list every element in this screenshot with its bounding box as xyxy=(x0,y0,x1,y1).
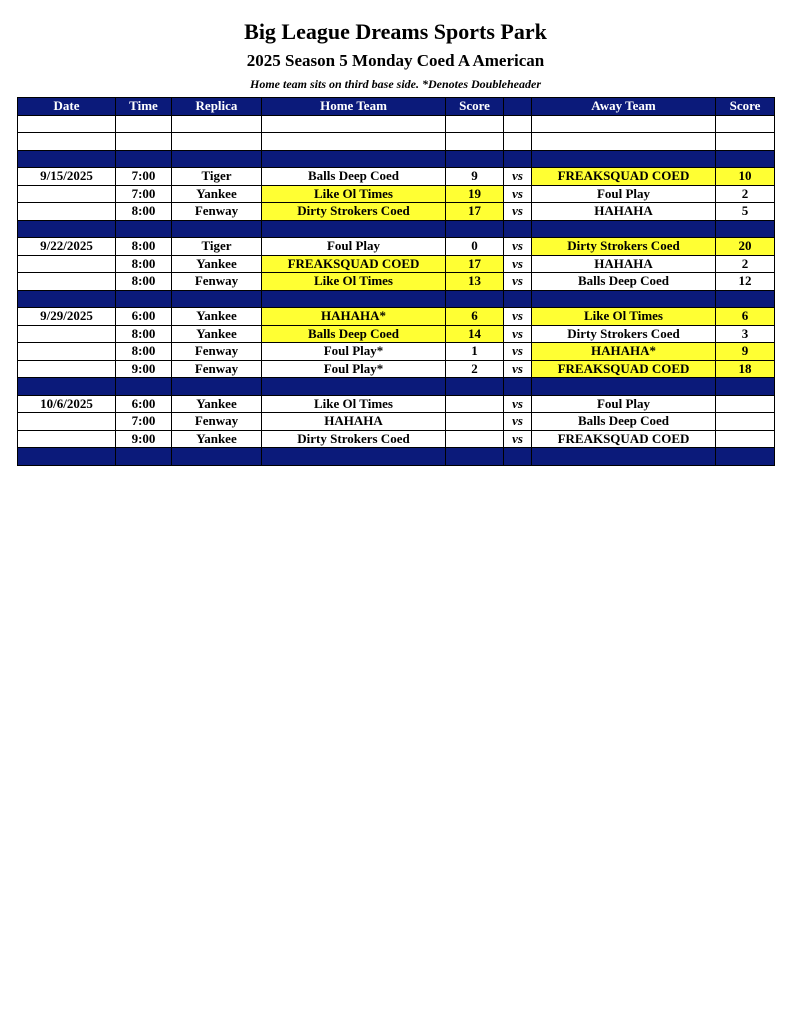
game-row xyxy=(18,273,775,291)
week-separator-row xyxy=(18,150,775,168)
vs-label: vs xyxy=(504,395,532,413)
game-replica: Yankee xyxy=(172,185,262,203)
game-row xyxy=(18,430,775,448)
game-replica: Yankee xyxy=(172,430,262,448)
game-date xyxy=(18,255,116,273)
away-score xyxy=(716,413,775,431)
column-header-vs xyxy=(504,98,532,116)
game-row xyxy=(18,203,775,221)
column-header-home-team: Home Team xyxy=(262,98,446,116)
home-score: 17 xyxy=(446,203,504,221)
home-score xyxy=(446,430,504,448)
game-replica: Yankee xyxy=(172,255,262,273)
home-score: 19 xyxy=(446,185,504,203)
home-score xyxy=(446,395,504,413)
vs-label: vs xyxy=(504,430,532,448)
column-header-away-team: Away Team xyxy=(532,98,716,116)
away-score: 20 xyxy=(716,238,775,256)
column-header-home-score: Score xyxy=(446,98,504,116)
game-row xyxy=(18,360,775,378)
game-row xyxy=(18,168,775,186)
away-team: FREAKSQUAD COED xyxy=(532,168,716,186)
away-team: FREAKSQUAD COED xyxy=(532,430,716,448)
vs-label: vs xyxy=(504,413,532,431)
game-time: 8:00 xyxy=(116,325,172,343)
table-header-row xyxy=(18,98,775,116)
column-header-date: Date xyxy=(18,98,116,116)
game-date xyxy=(18,273,116,291)
home-score: 2 xyxy=(446,360,504,378)
home-score: 0 xyxy=(446,238,504,256)
home-team: FREAKSQUAD COED xyxy=(262,255,446,273)
game-replica: Fenway xyxy=(172,343,262,361)
home-team: Dirty Strokers Coed xyxy=(262,430,446,448)
game-time: 9:00 xyxy=(116,360,172,378)
home-team: HAHAHA* xyxy=(262,308,446,326)
game-time: 8:00 xyxy=(116,255,172,273)
game-replica: Tiger xyxy=(172,238,262,256)
game-time: 6:00 xyxy=(116,308,172,326)
away-team: Foul Play xyxy=(532,395,716,413)
away-score: 9 xyxy=(716,343,775,361)
home-team: Dirty Strokers Coed xyxy=(262,203,446,221)
game-replica: Yankee xyxy=(172,325,262,343)
vs-label: vs xyxy=(504,343,532,361)
game-replica: Fenway xyxy=(172,203,262,221)
vs-label: vs xyxy=(504,203,532,221)
schedule-table xyxy=(17,97,775,466)
week-separator-row xyxy=(18,448,775,466)
away-score: 18 xyxy=(716,360,775,378)
game-row xyxy=(18,395,775,413)
away-team: FREAKSQUAD COED xyxy=(532,360,716,378)
game-row xyxy=(18,238,775,256)
game-row xyxy=(18,343,775,361)
game-date: 9/29/2025 xyxy=(18,308,116,326)
away-score: 12 xyxy=(716,273,775,291)
game-row xyxy=(18,325,775,343)
game-date: 9/15/2025 xyxy=(18,168,116,186)
blank-row xyxy=(18,115,775,133)
game-date: 10/6/2025 xyxy=(18,395,116,413)
away-score: 2 xyxy=(716,255,775,273)
home-team: HAHAHA xyxy=(262,413,446,431)
away-score: 2 xyxy=(716,185,775,203)
game-time: 8:00 xyxy=(116,203,172,221)
home-team: Balls Deep Coed xyxy=(262,168,446,186)
away-score: 6 xyxy=(716,308,775,326)
home-team: Foul Play xyxy=(262,238,446,256)
blank-row xyxy=(18,133,775,151)
away-team: Like Ol Times xyxy=(532,308,716,326)
home-score: 13 xyxy=(446,273,504,291)
home-team: Like Ol Times xyxy=(262,273,446,291)
vs-label: vs xyxy=(504,168,532,186)
home-team: Balls Deep Coed xyxy=(262,325,446,343)
away-team: Dirty Strokers Coed xyxy=(532,238,716,256)
schedule-body xyxy=(18,115,775,465)
game-date: 9/22/2025 xyxy=(18,238,116,256)
away-score: 3 xyxy=(716,325,775,343)
game-date xyxy=(18,325,116,343)
game-row xyxy=(18,413,775,431)
game-time: 7:00 xyxy=(116,168,172,186)
home-score: 6 xyxy=(446,308,504,326)
away-team: HAHAHA xyxy=(532,203,716,221)
page-subtitle: 2025 Season 5 Monday Coed A American xyxy=(246,51,545,70)
game-replica: Yankee xyxy=(172,308,262,326)
vs-label: vs xyxy=(504,238,532,256)
game-time: 8:00 xyxy=(116,273,172,291)
home-score: 17 xyxy=(446,255,504,273)
game-time: 6:00 xyxy=(116,395,172,413)
column-header-away-score: Score xyxy=(716,98,775,116)
home-team: Like Ol Times xyxy=(262,185,446,203)
home-team: Foul Play* xyxy=(262,343,446,361)
game-replica: Fenway xyxy=(172,413,262,431)
game-date xyxy=(18,185,116,203)
game-time: 8:00 xyxy=(116,238,172,256)
game-date xyxy=(18,203,116,221)
game-date xyxy=(18,413,116,431)
column-header-replica: Replica xyxy=(172,98,262,116)
away-score xyxy=(716,395,775,413)
game-row xyxy=(18,255,775,273)
away-team: Dirty Strokers Coed xyxy=(532,325,716,343)
game-replica: Yankee xyxy=(172,395,262,413)
week-separator-row xyxy=(18,290,775,308)
vs-label: vs xyxy=(504,360,532,378)
vs-label: vs xyxy=(504,185,532,203)
away-score: 5 xyxy=(716,203,775,221)
away-score: 10 xyxy=(716,168,775,186)
page-title: Big League Dreams Sports Park xyxy=(244,19,547,44)
game-row xyxy=(18,185,775,203)
vs-label: vs xyxy=(504,273,532,291)
away-team: HAHAHA xyxy=(532,255,716,273)
game-replica: Tiger xyxy=(172,168,262,186)
home-score xyxy=(446,413,504,431)
home-score: 1 xyxy=(446,343,504,361)
home-team: Like Ol Times xyxy=(262,395,446,413)
column-header-time: Time xyxy=(116,98,172,116)
game-time: 7:00 xyxy=(116,185,172,203)
week-separator-row xyxy=(18,378,775,396)
game-replica: Fenway xyxy=(172,273,262,291)
vs-label: vs xyxy=(504,325,532,343)
home-team: Foul Play* xyxy=(262,360,446,378)
game-date xyxy=(18,430,116,448)
away-team: Foul Play xyxy=(532,185,716,203)
away-team: HAHAHA* xyxy=(532,343,716,361)
away-team: Balls Deep Coed xyxy=(532,413,716,431)
game-time: 7:00 xyxy=(116,413,172,431)
game-replica: Fenway xyxy=(172,360,262,378)
game-date xyxy=(18,360,116,378)
game-row xyxy=(18,308,775,326)
vs-label: vs xyxy=(504,255,532,273)
game-time: 8:00 xyxy=(116,343,172,361)
week-separator-row xyxy=(18,220,775,238)
vs-label: vs xyxy=(504,308,532,326)
away-score xyxy=(716,430,775,448)
game-time: 9:00 xyxy=(116,430,172,448)
schedule-note: Home team sits on third base side. *Denotes Doubleheader xyxy=(250,77,541,91)
game-date xyxy=(18,343,116,361)
home-score: 9 xyxy=(446,168,504,186)
home-score: 14 xyxy=(446,325,504,343)
away-team: Balls Deep Coed xyxy=(532,273,716,291)
